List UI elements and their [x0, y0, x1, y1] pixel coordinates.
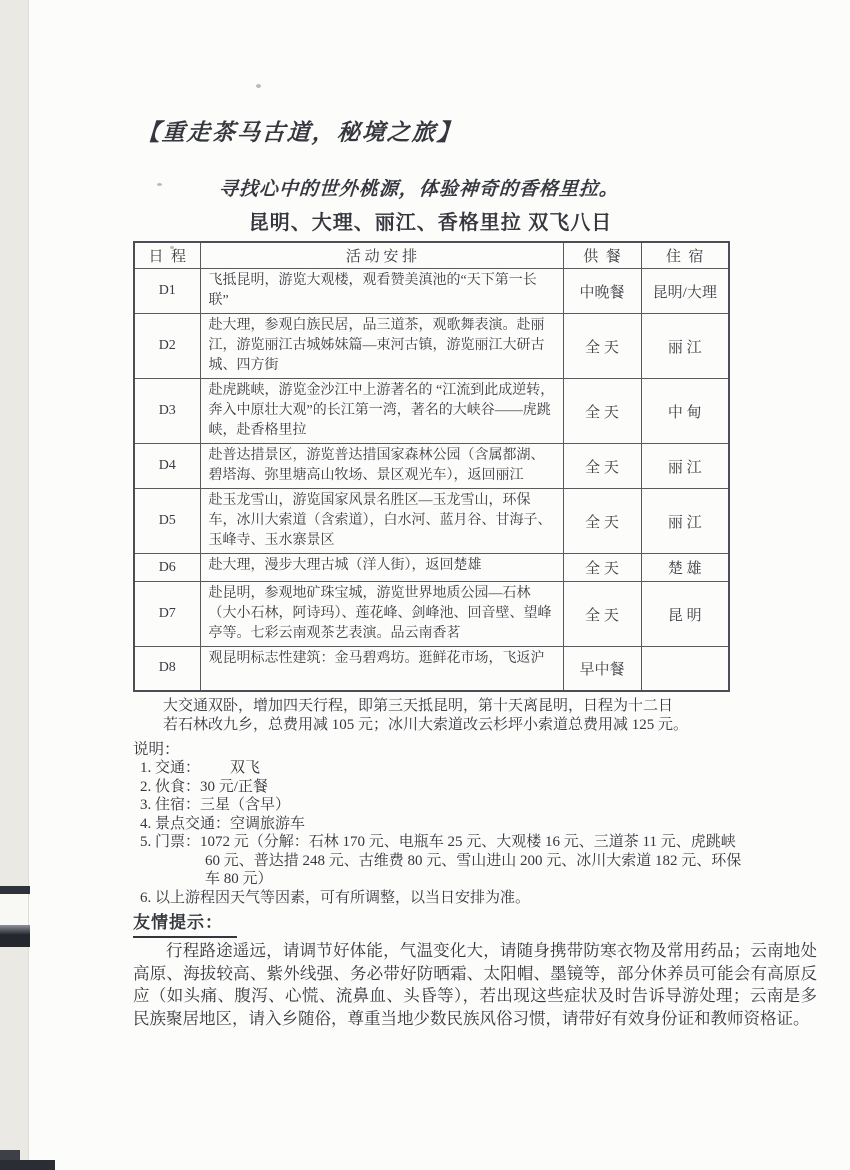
scanner-edge-strip — [0, 0, 29, 1170]
activity-cell: 赴虎跳峡，游览金沙江中上游著名的 “江流到此成逆转，奔入中原壮大观”的长江第一湾，著名的大峡谷——虎跳峡，赴香格里拉 — [200, 379, 563, 444]
table-row — [134, 489, 729, 554]
day-cell: D3 — [134, 379, 200, 444]
meals-cell: 全 天 — [563, 554, 641, 582]
meals-cell: 全 天 — [563, 444, 641, 489]
note-item-meals: 2. 伙食：30 元/正餐 — [140, 778, 268, 795]
scan-mark-bar — [0, 925, 30, 947]
scan-mark-corner — [0, 1160, 55, 1170]
header-lodging: 住 宿 — [641, 242, 729, 269]
document-subtitle: 寻找心中的世外桃源，体验神奇的香格里拉。 — [218, 179, 620, 200]
day-cell: D1 — [134, 269, 200, 314]
note-item-lodging: 3. 住宿：三星（含早） — [140, 797, 291, 813]
notes-list — [140, 759, 748, 907]
notes-intro — [163, 697, 688, 735]
note-item-schedule: 6. 以上游程因天气等因素，可有所调整，以当日安排为准。 — [140, 889, 531, 906]
day-cell: D4 — [134, 444, 200, 489]
table-row — [134, 314, 729, 379]
activity-cell: 赴玉龙雪山，游览国家风景名胜区—玉龙雪山，环保车，冰川大索道（含索道），白水河、蓝月谷、甘海子、玉峰寺、玉水寨景区 — [200, 489, 563, 554]
day-cell: D8 — [134, 647, 200, 691]
table-row — [134, 444, 729, 489]
header-activity: 活 动 安 排 — [200, 242, 563, 269]
lodging-cell — [641, 647, 729, 691]
lodging-cell: 昆明/大理 — [641, 269, 729, 314]
activity-cell: 观昆明标志性建筑：金马碧鸡坊。逛鲜花市场，飞返沪 — [200, 647, 563, 691]
meals-cell: 全 天 — [563, 379, 641, 444]
header-day: 日 程 — [134, 242, 200, 269]
scanner-edge-gap — [0, 894, 28, 925]
table-row — [134, 379, 729, 444]
lodging-cell: 丽 江 — [641, 314, 729, 379]
table-row — [134, 554, 729, 582]
document-title: 【重走茶马古道，秘境之旅】 — [136, 120, 463, 145]
header-meals: 供 餐 — [563, 242, 641, 269]
activity-cell: 赴普达措景区，游览普达措国家森林公园（含属都湖、碧塔海、弥里塘高山牧场、景区观光车），返回丽江 — [200, 444, 563, 489]
lodging-cell: 丽 江 — [641, 444, 729, 489]
activity-cell: 赴昆明，参观地矿珠宝城，游览世界地质公园—石林（大小石林，阿诗玛）、莲花峰、剑峰池、回音壁、望峰亭等。七彩云南观茶艺表演。品云南香茗 — [200, 582, 563, 647]
tips-heading: 友情提示： — [133, 908, 237, 938]
meals-cell: 全 天 — [563, 489, 641, 554]
day-cell: D2 — [134, 314, 200, 379]
scan-mark-bar — [0, 886, 30, 894]
activity-cell: 飞抵昆明，游览大观楼，观看赞美滇池的“天下第一长联” — [200, 269, 563, 314]
itinerary-title: 昆明、大理、丽江、香格里拉 双飞八日 — [248, 212, 613, 234]
table-header-row — [134, 242, 729, 269]
day-cell: D5 — [134, 489, 200, 554]
itinerary-table — [133, 241, 730, 692]
meals-cell: 全 天 — [563, 582, 641, 647]
notes-heading: 说明： — [133, 741, 180, 758]
note-item-tickets: 5. 门票：1072 元（分解：石林 170 元、电瓶车 25 元、大观楼 16 元、三道茶 11 元、虎跳峡 60 元、普达措 248 元、古维费 80 元、雪山进山 200 元、冰川大索道 182 元、环保车 80 元） — [140, 834, 742, 887]
scan-speck — [157, 183, 162, 186]
note-item-transport: 1. 交通： 双飞 — [140, 760, 261, 776]
table-row — [134, 647, 729, 691]
lodging-cell: 中 甸 — [641, 379, 729, 444]
lodging-cell: 丽 江 — [641, 489, 729, 554]
activity-cell: 赴大理，参观白族民居，品三道茶，观歌舞表演。赴丽江，游览丽江古城姊妹篇—束河古镇，游览丽江大研古城、四方街 — [200, 314, 563, 379]
table-row — [134, 582, 729, 647]
day-cell: D7 — [134, 582, 200, 647]
note-item-local-transport: 4. 景点交通：空调旅游车 — [140, 815, 306, 832]
table-row — [134, 269, 729, 314]
meals-cell: 早中餐 — [563, 647, 641, 691]
meals-cell: 中晚餐 — [563, 269, 641, 314]
tips-body: 行程路途遥远，请调节好体能，气温变化大，请随身携带防寒衣物及常用药品；云南地处高原、海拔较高、紫外线强、务必带好防晒霜、太阳帽、墨镜等，部分休养员可能会有高原反应（如头痛、腹泻、心慌、流鼻血、头昏等），若出现这些症状及时告诉导游处理；云南是多民族聚居地区，请入乡随俗，尊重当地少数民族风俗习惯，请带好有效身份证和教师资格证。 — [133, 941, 817, 1028]
lodging-cell: 昆 明 — [641, 582, 729, 647]
day-cell: D6 — [134, 554, 200, 582]
lodging-cell: 楚 雄 — [641, 554, 729, 582]
meals-cell: 全 天 — [563, 314, 641, 379]
scan-speck — [256, 84, 261, 88]
intro-line-2: 若石林改九乡，总费用减 105 元；冰川大索道改云杉坪小索道总费用减 125 元。 — [163, 717, 689, 733]
intro-line-1: 大交通双卧，增加四天行程，即第三天抵昆明，第十天离昆明，日程为十二日 — [163, 698, 674, 714]
activity-cell: 赴大理，漫步大理古城（洋人街），返回楚雄 — [200, 554, 563, 582]
